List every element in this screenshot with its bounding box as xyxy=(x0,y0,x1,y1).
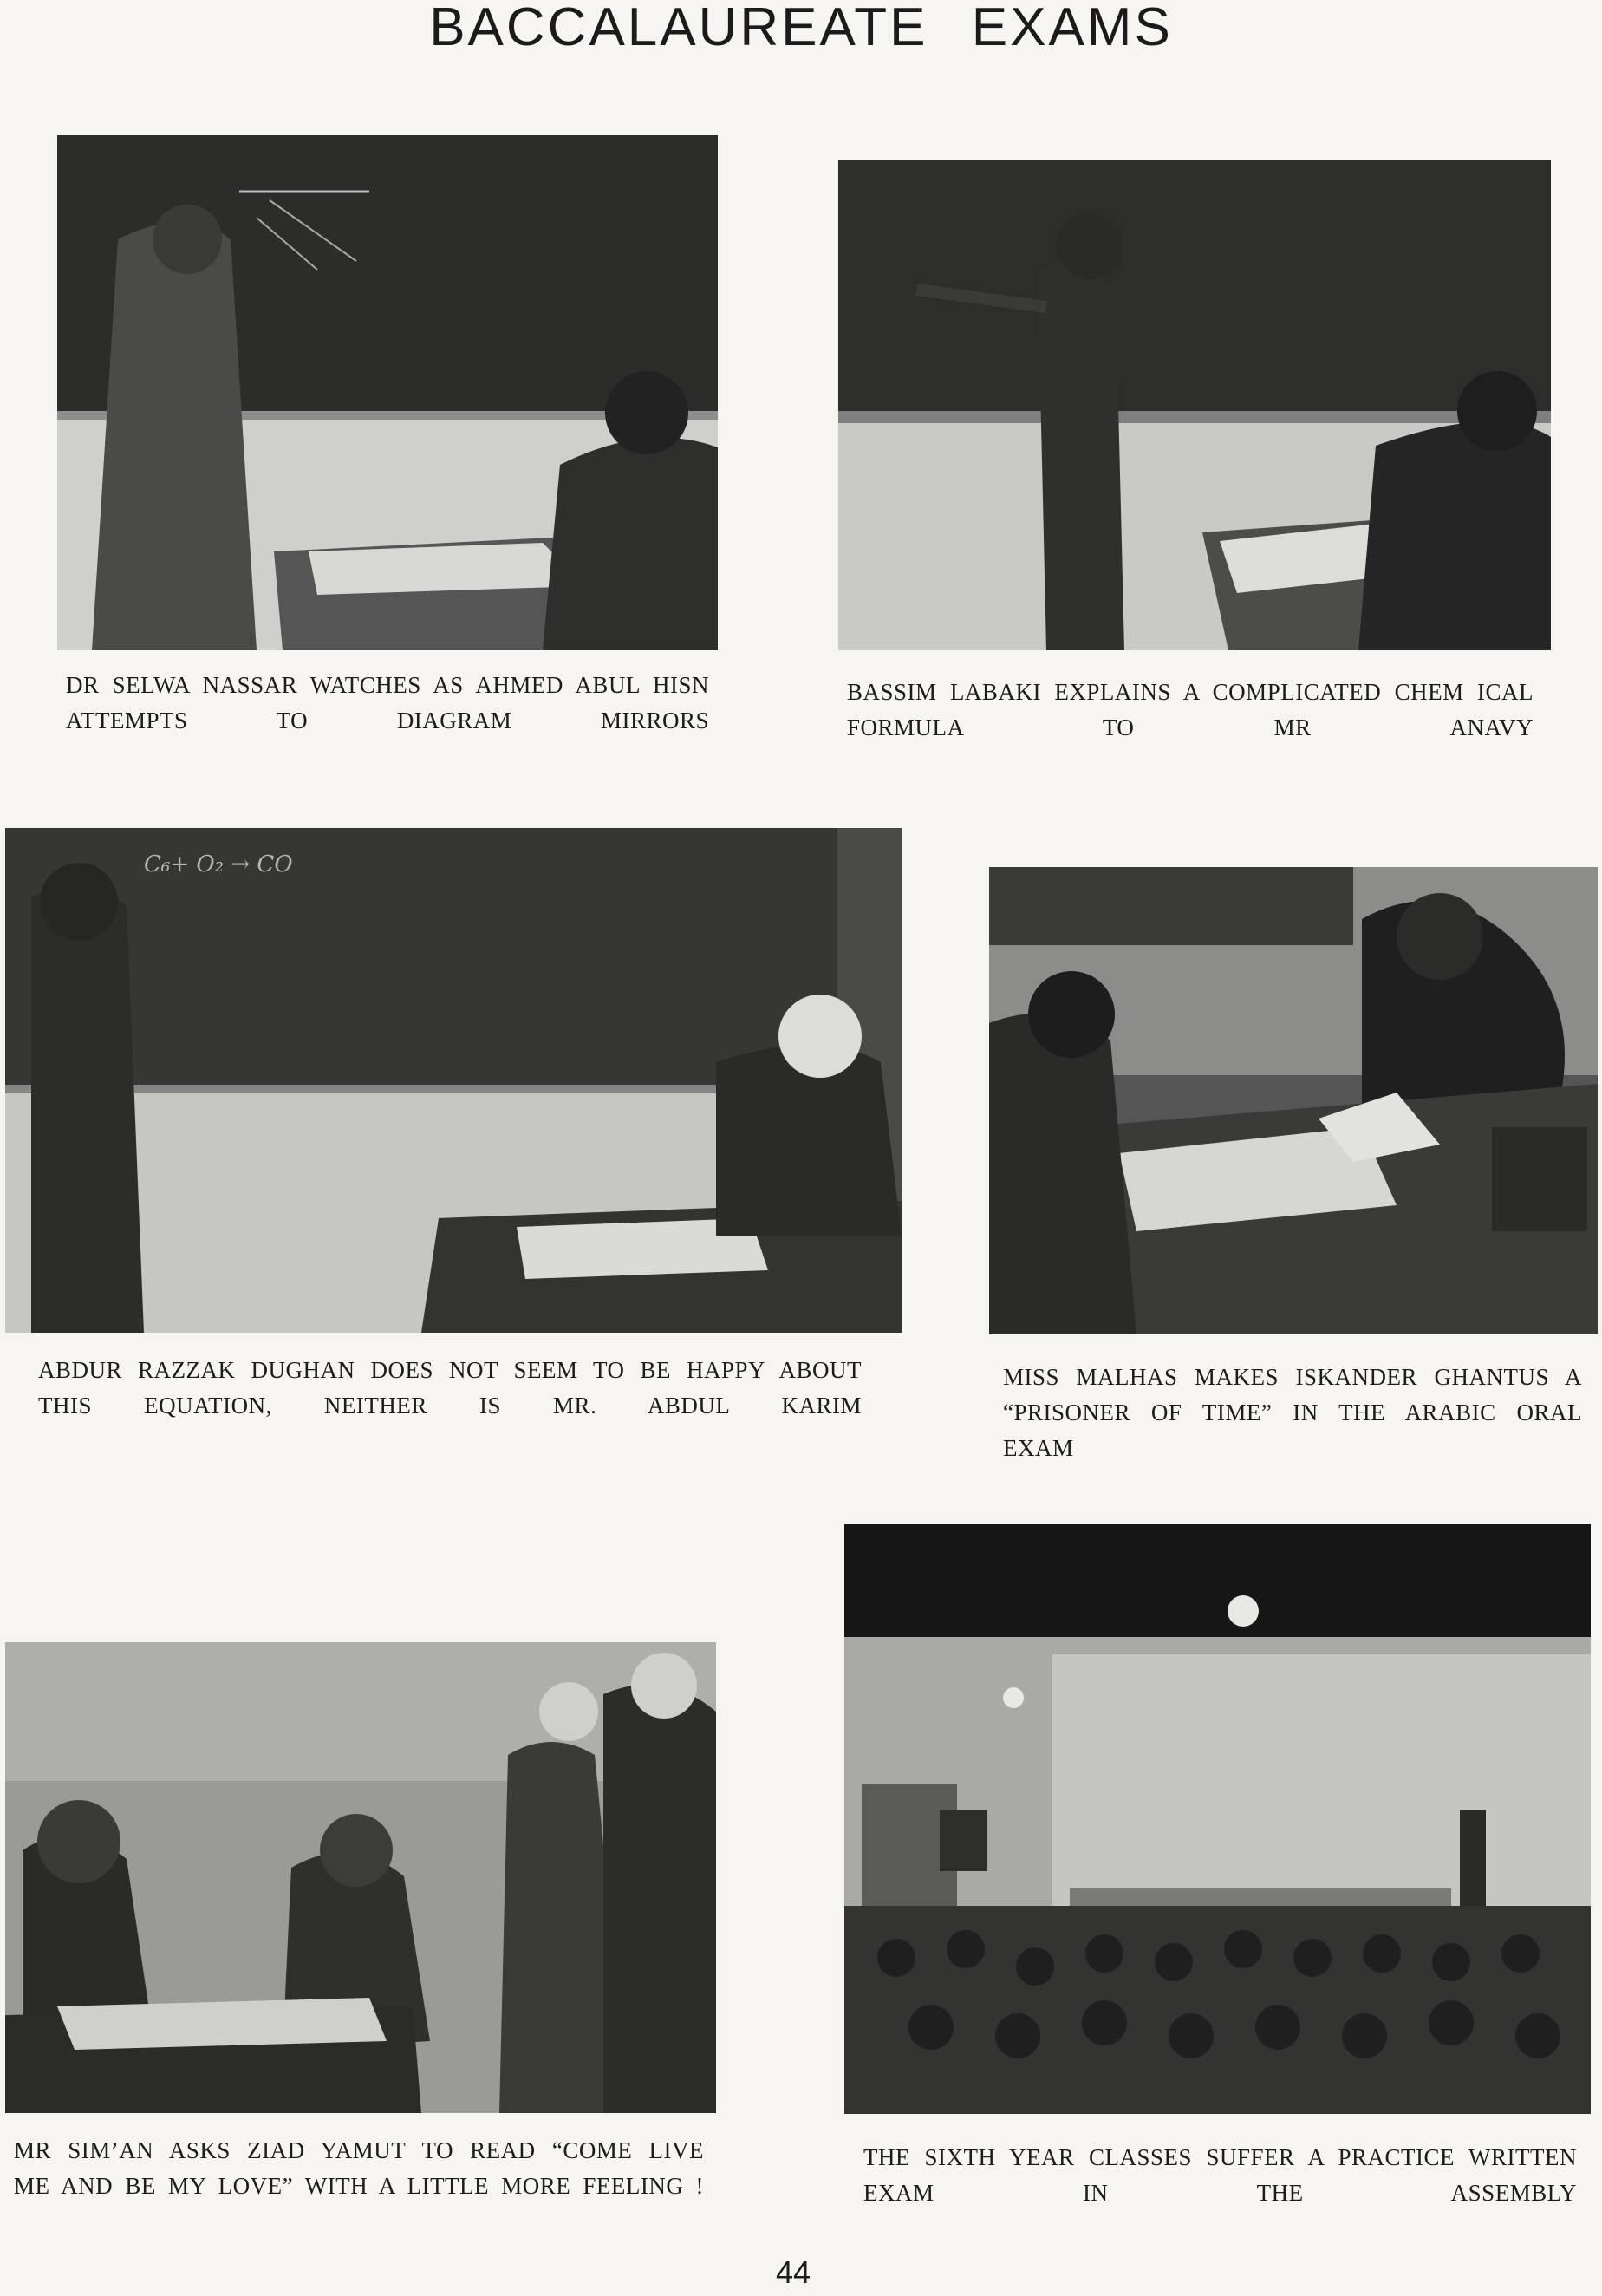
caption-reading-poem: MR SIM’AN ASKS ZIAD YAMUT TO READ “COME LIVE ME AND BE MY LOVE” WITH A LITTLE MORE FEELING ! xyxy=(14,2137,704,2199)
photo-assembly-exam xyxy=(844,1524,1591,2114)
caption-assembly-exam: THE SIXTH YEAR CLASSES SUFFER A PRACTICE WRITTEN EXAM IN THE ASSEMBLY xyxy=(863,2144,1577,2206)
photo-mirror-diagram xyxy=(57,135,718,650)
page-title: BACCALAUREATE EXAMS xyxy=(429,0,1173,57)
caption-chemical-formula: BASSIM LABAKI EXPLAINS A COMPLICATED CHEM ICAL FORMULA TO MR ANAVY xyxy=(847,679,1534,740)
caption-equation: ABDUR RAZZAK DUGHAN DOES NOT SEEM TO BE HAPPY ABOUT THIS EQUATION, NEITHER IS MR. ABDUL KARIM xyxy=(38,1357,862,1419)
page-number: 44 xyxy=(775,2254,811,2290)
photo-reading-poem xyxy=(5,1642,716,2113)
photo-chemical-formula xyxy=(838,160,1551,650)
caption-arabic-oral-exam: MISS MALHAS MAKES ISKANDER GHANTUS A “PRISONER OF TIME” IN THE ARABIC ORAL EXAM xyxy=(1003,1364,1582,1461)
caption-mirror-diagram: DR SELWA NASSAR WATCHES AS AHMED ABUL HISN ATTEMPTS TO DIAGRAM MIRRORS xyxy=(66,672,709,734)
photo-arabic-oral-exam xyxy=(989,867,1598,1334)
board-equation: C₆+ O₂ → CO xyxy=(144,851,293,877)
photo-equation xyxy=(5,828,902,1333)
